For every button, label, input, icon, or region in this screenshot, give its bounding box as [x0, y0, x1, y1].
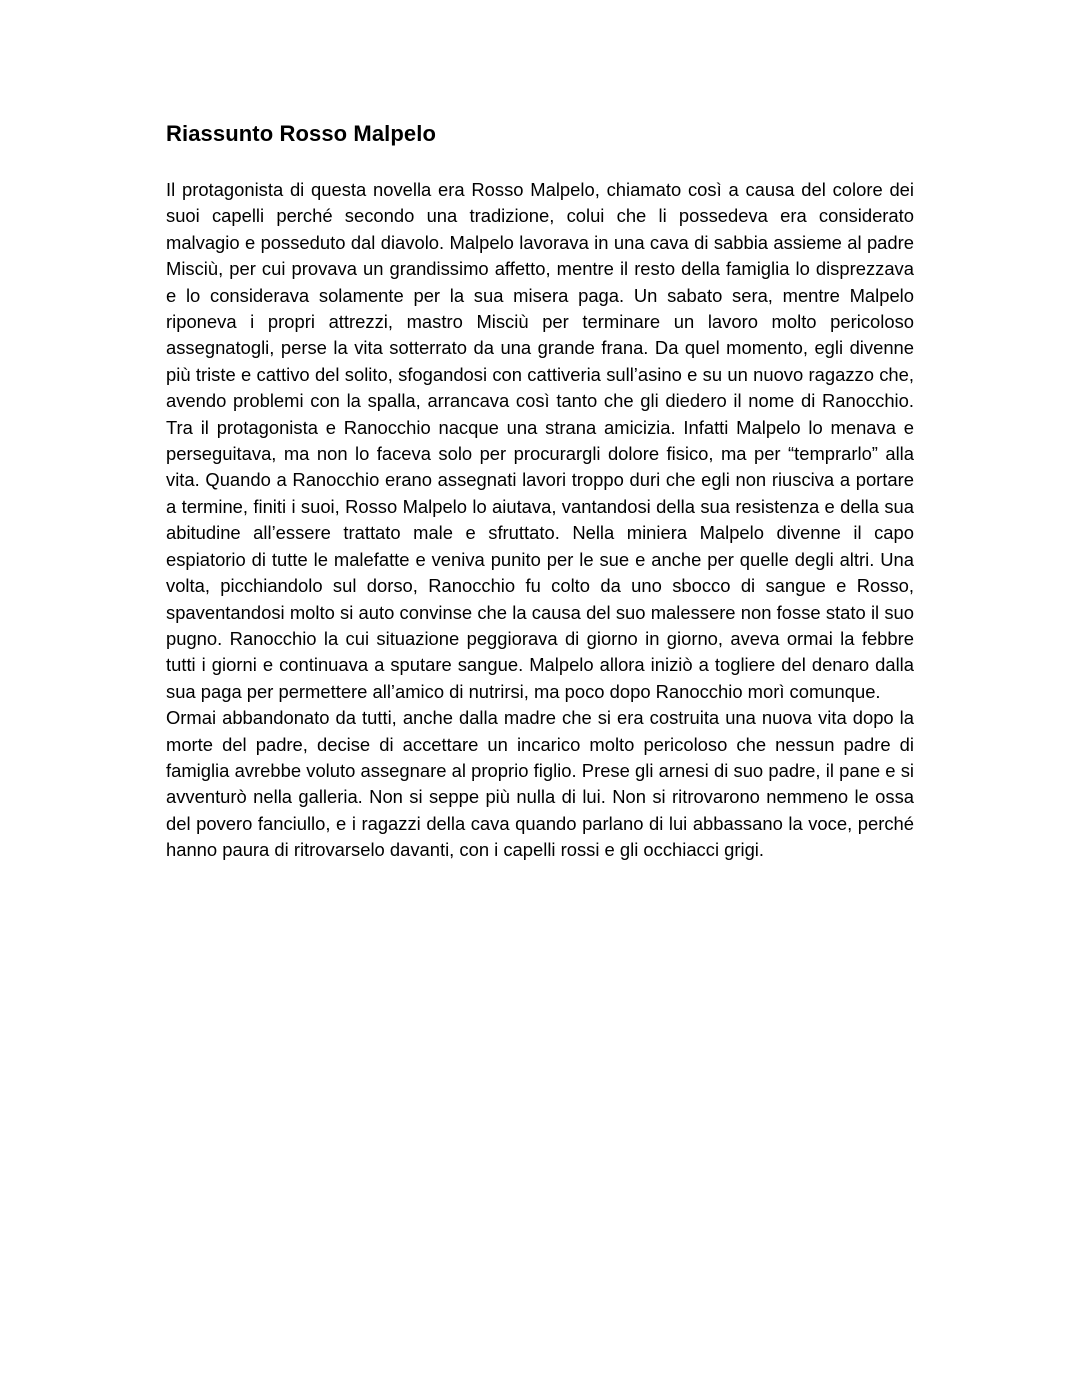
document-body: [166, 177, 914, 864]
document-title: Riassunto Rosso Malpelo: [166, 121, 437, 146]
paragraph-1: Il protagonista di questa novella era Rosso Malpelo, chiamato così a causa del colore dei suoi capelli perché secondo una tradizione, colui che li possedeva era considerato malvagio e posseduto dal diavolo. Malpelo lavorava in una cava di sabbia assieme al padre Misciù, per cui provava un grandissimo affetto, mentre il resto della famiglia lo disprezzava e lo considerava solamente per la sua misera paga. Un sabato sera, mentre Malpelo riponeva i propri attrezzi, mastro Misciù per terminare un lavoro molto pericoloso assegnatogli, perse la vita sotterrato da una grande frana. Da quel momento, egli divenne più triste e cattivo del solito, sfogandosi con cattiveria sull’asino e su un nuovo ragazzo che, avendo problemi con la spalla, arrancava così tanto che gli diedero il nome di Ranocchio. Tra il protagonista e Ranocchio nacque una strana amicizia. Infatti Malpelo lo menava e perseguitava, ma non lo faceva solo per procurargli dolore fisico, ma per “temprarlo” alla vita. Quando a Ranocchio erano assegnati lavori troppo duri che egli non riusciva a portare a termine, finiti i suoi, Rosso Malpelo lo aiutava, vantandosi della sua resistenza e della sua abitudine all’essere trattato male e sfruttato. Nella miniera Malpelo divenne il capo espiatorio di tutte le malefatte e veniva punito per le sue e anche per quelle degli altri. Una volta, picchiandolo sul dorso, Ranocchio fu colto da uno sbocco di sangue e Rosso, spaventandosi molto si auto convinse che la causa del suo malessere non fosse stato il suo pugno. Ranocchio la cui situazione peggiorava di giorno in giorno, aveva ormai la febbre tutti i giorni e continuava a sputare sangue. Malpelo allora iniziò a togliere del denaro dalla sua paga per permettere all’amico di nutrirsi, ma poco dopo Ranocchio morì comunque.: [166, 179, 914, 702]
paragraph-2: Ormai abbandonato da tutti, anche dalla madre che si era costruita una nuova vita dopo la morte del padre, decise di accettare un incarico molto pericoloso che nessun padre di famiglia avrebbe voluto assegnare al proprio figlio. Prese gli arnesi di suo padre, il pane e si avventurò nella galleria. Non si seppe più nulla di lui. Non si ritrovarono nemmeno le ossa del povero fanciullo, e i ragazzi della cava quando parlano di lui abbassano la voce, perché hanno paura di ritrovarselo davanti, con i capelli rossi e gli occhiacci grigi.: [166, 707, 914, 861]
document-content: [166, 118, 914, 864]
